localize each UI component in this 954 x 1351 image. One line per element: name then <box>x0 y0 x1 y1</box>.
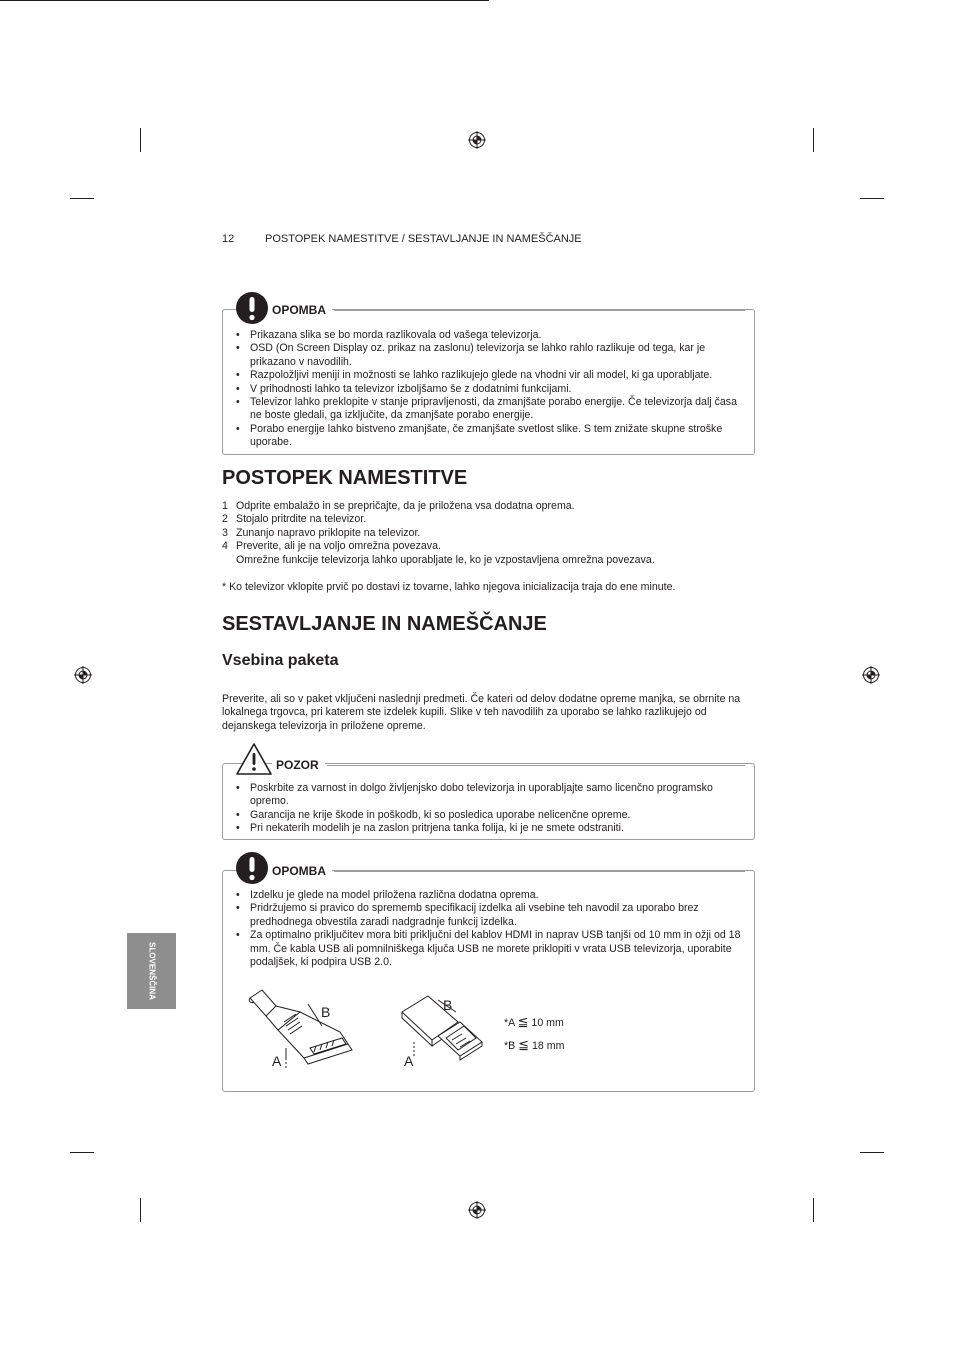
page-number: 12 <box>222 233 235 245</box>
note-title: OPOMBA <box>268 864 332 878</box>
exclamation-circle-icon <box>235 291 269 325</box>
step-number: 4 <box>222 540 228 553</box>
list-item: • Garancija ne krije škode in poškodb, ki so posledica uporabe nelicenčne opreme. <box>235 809 743 822</box>
title-rule <box>334 871 745 872</box>
list-item <box>222 513 753 526</box>
list-item: • Televizor lahko preklopite v stanje pripravljenosti, da zmanjšate porabo energije. Če televizorja dalj časa ne boste gledali, ga izključite, da zmanjšate porabo energije. <box>235 396 743 423</box>
warning-triangle-icon <box>235 742 273 776</box>
list-item: • Porabo energije lahko bistveno zmanjšate, če zmanjšate svetlost slike. S tem znižate skupne stroške uporabe. <box>235 423 743 450</box>
caution-title: POZOR <box>272 758 325 772</box>
list-item <box>222 500 753 513</box>
installation-steps <box>222 500 753 567</box>
registration-mark-icon <box>468 1201 486 1219</box>
list-item: • Razpoložljivi meniji in možnosti se lahko razlikujejo glede na vhodni vir ali model, ki ga uporabljate. <box>235 369 743 382</box>
subheading-package-contents: Vsebina paketa <box>222 652 339 669</box>
header-divider <box>0 0 489 1</box>
list-item: • OSD (On Screen Display oz. prikaz na zaslonu) televizorja se lahko rahlo razlikuje od tega, kar je prikazano v navodilih. <box>235 342 743 369</box>
note-list <box>235 889 743 969</box>
running-header-title: POSTOPEK NAMESTITVE / SESTAVLJANJE IN NAMEŠČANJE <box>265 233 582 245</box>
exclamation-circle-icon <box>235 851 269 885</box>
step-number: 1 <box>222 500 228 512</box>
step-text: Stojalo pritrdite na televizor. <box>236 513 367 526</box>
list-item <box>222 527 753 540</box>
spec-b <box>504 1037 564 1053</box>
hdmi-connector-illustration <box>248 986 358 1070</box>
list-item: • Izdelku je glede na model priložena različna dodatna oprema. <box>235 889 743 902</box>
intro-paragraph: Preverite, ali so v paket vključeni naslednji predmeti. Če kateri od delov dodatne opreme manjka, se obrnite na lokalnega trgovca, pri katerem ste izdelek kupili. Slike v teh navodilih za uporabo se lahko razlikujejo od dejanskega televizorja in priložene opreme. <box>222 693 741 732</box>
dimension-label-b: B <box>321 1004 331 1020</box>
caution-box <box>222 763 755 840</box>
crop-mark <box>70 198 94 199</box>
language-tab <box>127 933 176 1009</box>
list-item: • V prihodnosti lahko ta televizor izboljšamo še z dodatnimi funkcijami. <box>235 383 743 396</box>
list-item: • Prikazana slika se bo morda razlikovala od vašega televizorja. <box>235 329 743 342</box>
list-item: • Pri nekaterih modelih je na zaslon pritrjena tanka folija, ki je ne smete odstraniti. <box>235 822 743 835</box>
step-note: Omrežne funkcije televizorja lahko uporabljate le, ko je vzpostavljena omrežna povezava. <box>236 553 655 566</box>
crop-mark <box>140 128 141 152</box>
step-text: Zunanjo napravo priklopite na televizor. <box>236 526 421 539</box>
step-text: Odprite embalažo in se prepričajte, da je priložena vsa dodatna oprema. <box>236 500 575 512</box>
section-heading-assembly: SESTAVLJANJE IN NAMEŠČANJE <box>222 613 547 635</box>
spec-a <box>504 1014 564 1030</box>
spec-b-prefix: *B <box>504 1040 516 1052</box>
section-heading-installation: POSTOPEK NAMESTITVE <box>222 467 468 489</box>
dimension-label-b: B <box>443 997 453 1013</box>
title-rule <box>327 765 745 766</box>
list-item: • Poskrbite za varnost in dolgo življenjsko dobo televizorja in uporabljajte samo licenčno programsko opremo. <box>235 782 743 809</box>
registration-mark-icon <box>468 131 486 149</box>
step-text: Preverite, ali je na voljo omrežna povezava. <box>236 540 441 553</box>
crop-mark <box>813 1198 814 1222</box>
spec-b-value: 18 mm <box>532 1040 565 1052</box>
crop-mark <box>813 128 814 152</box>
step-number: 2 <box>222 513 228 526</box>
footnote: * Ko televizor vklopite prvič po dostavi iz tovarne, lahko njegova inicializacija traja do ene minute. <box>222 581 676 593</box>
crop-mark <box>860 198 884 199</box>
less-equal-symbol: ≦ <box>517 1014 529 1029</box>
spec-a-prefix: *A <box>504 1017 515 1029</box>
dimension-label-a: A <box>272 1053 282 1069</box>
registration-mark-icon <box>862 666 880 684</box>
language-tab-label: SLOVENŠČINA <box>147 942 156 1000</box>
list-item <box>222 540 753 567</box>
note-list <box>235 329 743 450</box>
crop-mark <box>140 1198 141 1222</box>
registration-mark-icon <box>74 666 92 684</box>
step-number: 3 <box>222 526 228 539</box>
crop-mark <box>70 1152 94 1153</box>
title-rule <box>334 310 745 311</box>
note-box <box>222 309 755 455</box>
list-item: • Za optimalno priključitev mora biti priključni del kablov HDMI in naprav USB tanjši od 10 mm in ožji od 18 mm. Če kabla USB ali pomnilniškega ključa USB ne morete priklopiti v vrata USB televizorja, uporabite podaljšek, ki podpira USB 2.0. <box>235 929 743 969</box>
dimension-label-a: A <box>404 1053 414 1069</box>
list-item: • Pridržujemo si pravico do sprememb specifikacij izdelka ali vsebine teh navodil za uporabo brez predhodnega obvestila zaradi nadgradnje funkcij izdelka. <box>235 902 743 929</box>
spec-a-value: 10 mm <box>531 1017 564 1029</box>
less-equal-symbol: ≦ <box>518 1037 530 1052</box>
crop-mark <box>860 1152 884 1153</box>
caution-list <box>235 782 743 836</box>
note-title: OPOMBA <box>268 303 332 317</box>
